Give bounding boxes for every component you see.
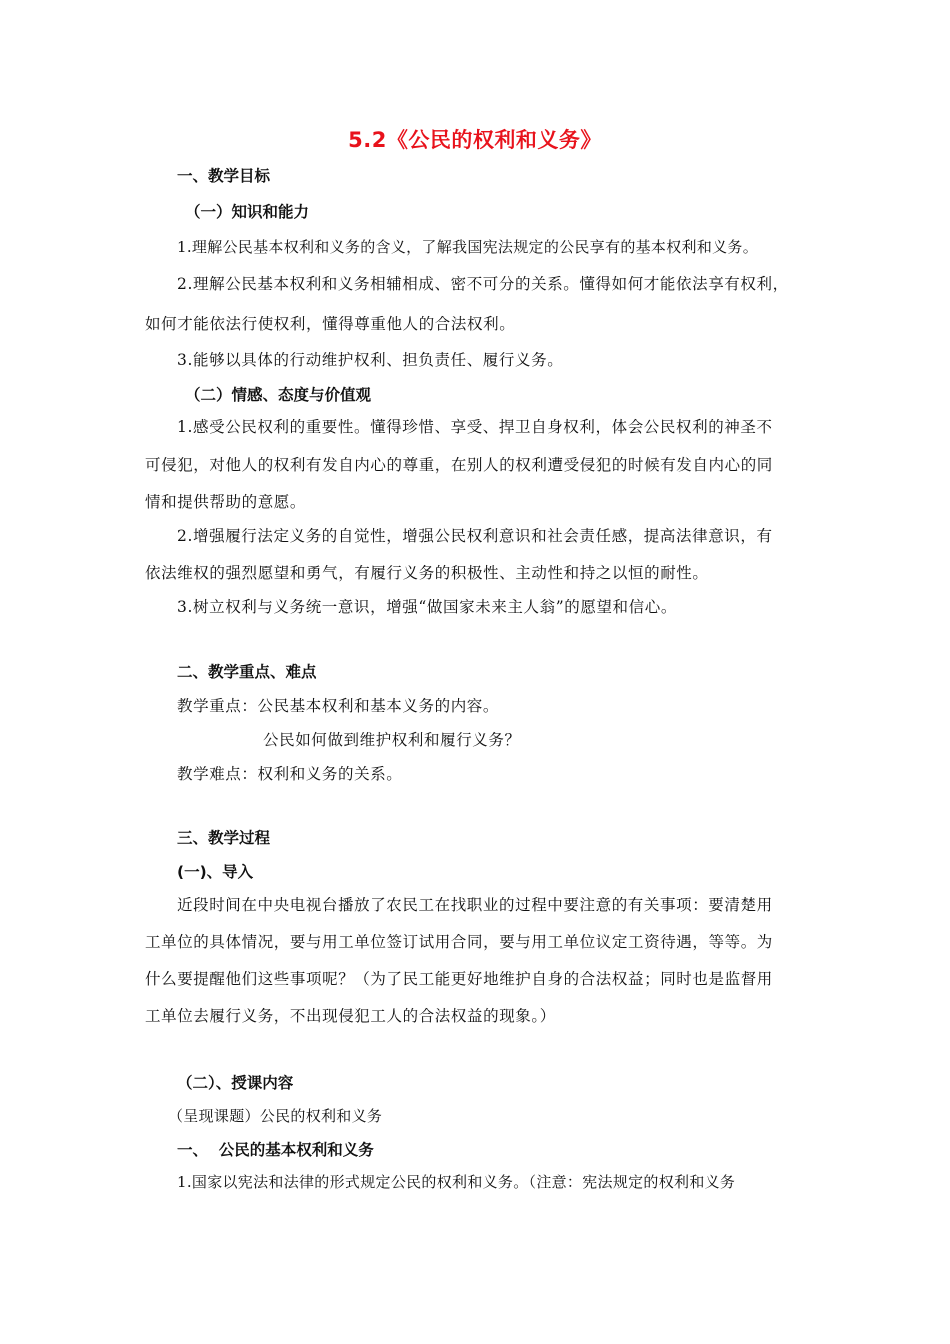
paragraph-line: 依法维权的强烈愿望和勇气，有履行义务的积极性、主动性和持之以恒的耐性。 <box>145 564 709 582</box>
paragraph-line: 近段时间在中央电视台播放了农民工在找职业的过程中要注意的有关事项：要清楚用 <box>177 896 773 914</box>
paragraph-line: 公民如何做到维护权利和履行义务？ <box>263 731 521 749</box>
paragraph-line: 什么要提醒他们这些事项呢？（为了民工能更好地维护自身的合法权益；同时也是监督用 <box>145 970 773 988</box>
paragraph-line: 2.理解公民基本权利和义务相辅相成、密不可分的关系。懂得如何才能依法享有权利， <box>177 275 789 293</box>
paragraph-line: 1.理解公民基本权利和义务的含义，了解我国宪法规定的公民享有的基本权利和义务。 <box>177 238 759 256</box>
paragraph-line: 1.感受公民权利的重要性。懂得珍惜、享受、捍卫自身权利，体会公民权利的神圣不 <box>177 418 773 436</box>
section-1-sub1-heading: （一）知识和能力 <box>185 203 310 221</box>
paragraph-line: 工单位的具体情况，要与用工单位签订试用合同，要与用工单位议定工资待遇，等等。为 <box>145 933 773 951</box>
paragraph-line: 3.能够以具体的行动维护权利、担负责任、履行义务。 <box>177 351 564 369</box>
section-1-sub2-heading: （二）情感、态度与价值观 <box>185 386 372 404</box>
paragraph-line: 可侵犯，对他人的权利有发自内心的尊重，在别人的权利遭受侵犯的时候有发自内心的同 <box>145 456 773 474</box>
paragraph-line: 2.增强履行法定义务的自觉性，增强公民权利意识和社会责任感，提高法律意识，有 <box>177 527 773 545</box>
paragraph-line: 1.国家以宪法和法律的形式规定公民的权利和义务。（注意：宪法规定的权利和义务 <box>177 1173 736 1191</box>
section-1-heading: 一、教学目标 <box>177 167 271 185</box>
paragraph-line: 教学重点：公民基本权利和基本义务的内容。 <box>177 697 500 715</box>
paragraph-line: （呈现课题）公民的权利和义务 <box>168 1107 383 1125</box>
part-heading: 一、 公民的基本权利和义务 <box>177 1141 374 1159</box>
paragraph-line: 教学难点：权利和义务的关系。 <box>177 765 403 783</box>
section-3-sub2-heading: （二）、授课内容 <box>177 1074 294 1092</box>
section-3-sub1-heading: (一)、导入 <box>177 863 254 881</box>
paragraph-line: 如何才能依法行使权利，懂得尊重他人的合法权利。 <box>145 315 516 333</box>
section-3-heading: 三、教学过程 <box>177 829 271 847</box>
section-2-heading: 二、教学重点、难点 <box>177 663 317 681</box>
paragraph-line: 情和提供帮助的意愿。 <box>145 493 307 511</box>
paragraph-line: 3.树立权利与义务统一意识，增强“做国家未来主人翁”的愿望和信心。 <box>177 598 677 616</box>
paragraph-line: 工单位去履行义务，不出现侵犯工人的合法权益的现象。） <box>145 1007 556 1025</box>
document-title: 5.2《公民的权利和义务》 <box>348 128 602 152</box>
